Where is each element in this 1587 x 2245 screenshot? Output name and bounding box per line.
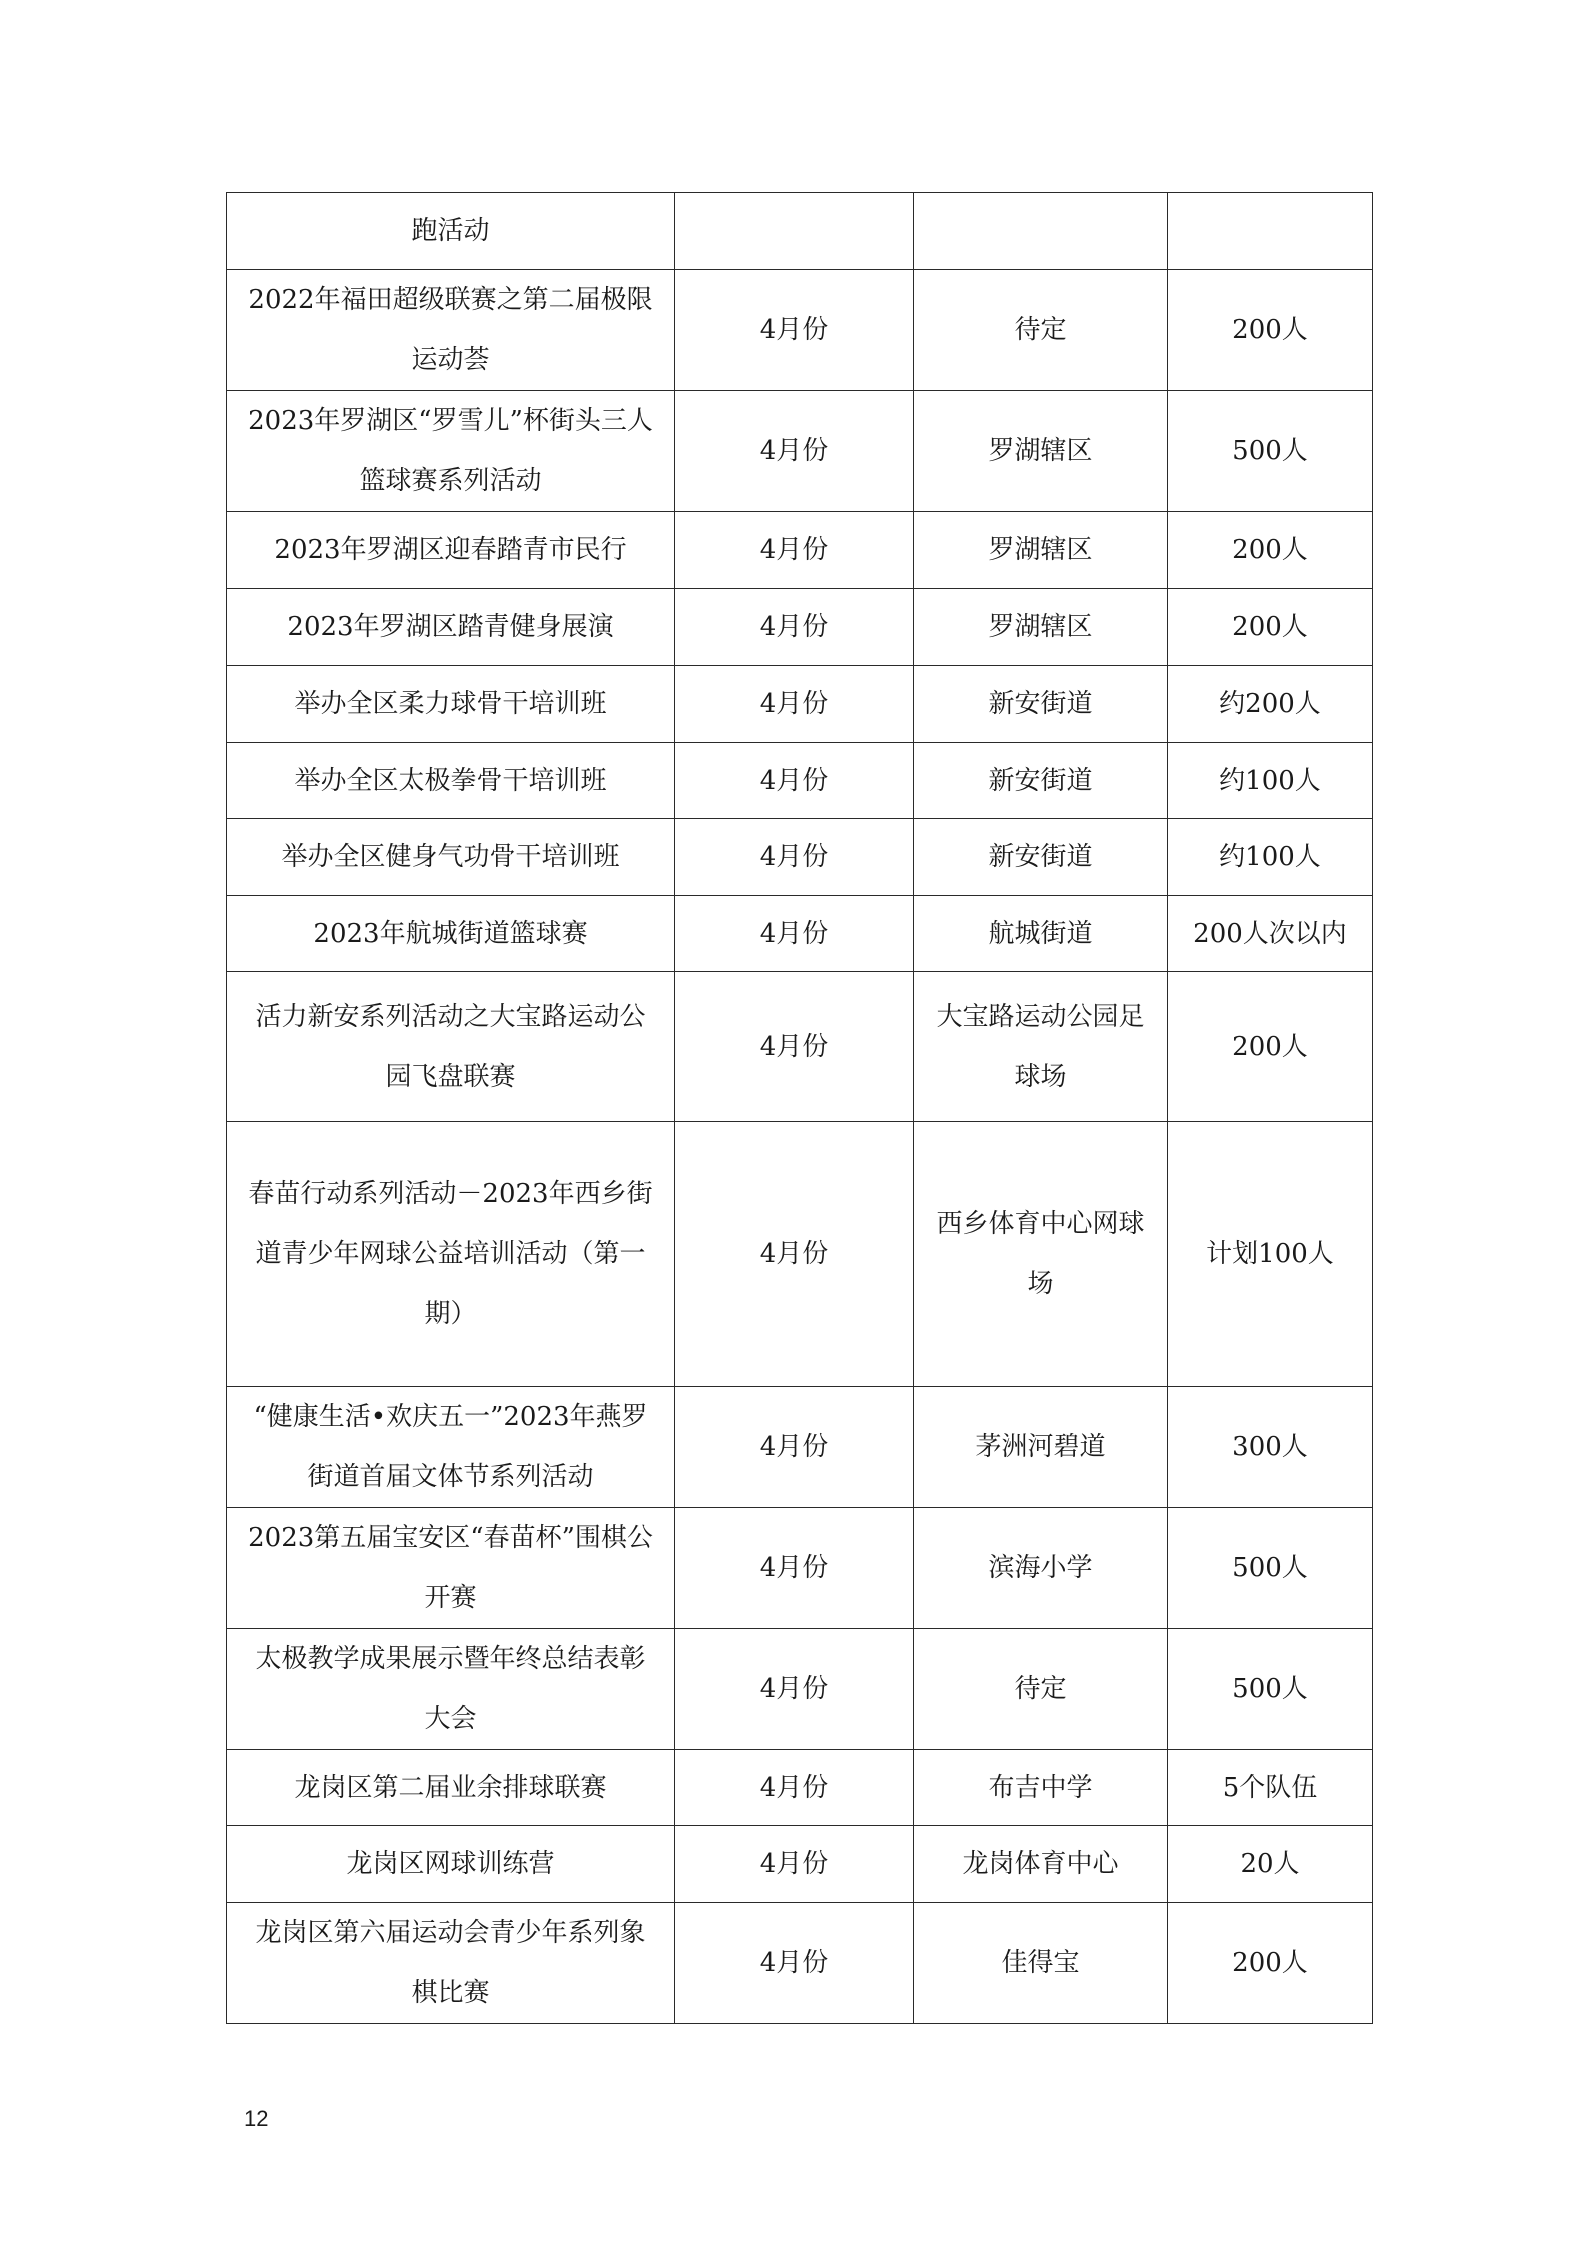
place-cell: 罗湖辖区 [914,589,1168,666]
activity-name-cell: 2022年福田超级联赛之第二届极限运动荟 [227,270,675,391]
table-row [227,743,1373,819]
activity-name-cell: 2023年罗湖区踏青健身展演 [227,589,675,666]
table-row [227,1629,1373,1750]
scale-cell: 计划100人 [1168,1122,1373,1387]
place-cell: 航城街道 [914,896,1168,972]
time-cell: 4月份 [675,1629,914,1750]
table-row [227,512,1373,589]
scale-cell: 约100人 [1168,819,1373,896]
time-cell: 4月份 [675,1122,914,1387]
table-row [227,972,1373,1122]
scale-cell: 500人 [1168,1629,1373,1750]
place-cell: 罗湖辖区 [914,391,1168,512]
time-cell: 4月份 [675,1903,914,2024]
scale-cell: 200人 [1168,512,1373,589]
activity-name-cell: 举办全区柔力球骨干培训班 [227,666,675,743]
time-cell: 4月份 [675,743,914,819]
activity-name-cell: 举办全区太极拳骨干培训班 [227,743,675,819]
scale-cell: 200人 [1168,972,1373,1122]
table-row [227,1903,1373,2024]
scale-cell: 约200人 [1168,666,1373,743]
place-cell: 新安街道 [914,666,1168,743]
scale-cell: 200人次以内 [1168,896,1373,972]
table-row [227,589,1373,666]
table-row [227,666,1373,743]
place-cell: 罗湖辖区 [914,512,1168,589]
activity-name-cell: 举办全区健身气功骨干培训班 [227,819,675,896]
time-cell: 4月份 [675,1387,914,1508]
table-row [227,819,1373,896]
table-row [227,1508,1373,1629]
place-cell: 龙岗体育中心 [914,1826,1168,1903]
table-row [227,391,1373,512]
table-row [227,896,1373,972]
place-cell: 待定 [914,1629,1168,1750]
table-row [227,270,1373,391]
time-cell: 4月份 [675,512,914,589]
place-cell: 佳得宝 [914,1903,1168,2024]
activity-name-cell: 龙岗区网球训练营 [227,1826,675,1903]
scale-cell: 5个队伍 [1168,1750,1373,1826]
time-cell [675,193,914,270]
scale-cell [1168,193,1373,270]
time-cell: 4月份 [675,819,914,896]
scale-cell: 500人 [1168,391,1373,512]
place-cell [914,193,1168,270]
scale-cell: 200人 [1168,270,1373,391]
time-cell: 4月份 [675,896,914,972]
activity-name-cell: 活力新安系列活动之大宝路运动公园飞盘联赛 [227,972,675,1122]
activity-name-cell: 龙岗区第六届运动会青少年系列象棋比赛 [227,1903,675,2024]
place-cell: 新安街道 [914,743,1168,819]
place-cell: 新安街道 [914,819,1168,896]
place-cell: 滨海小学 [914,1508,1168,1629]
page-number: 12 [244,2106,269,2131]
activity-name-cell: 春苗行动系列活动－2023年西乡街道青少年网球公益培训活动（第一期） [227,1122,675,1387]
activity-name-cell: 龙岗区第二届业余排球联赛 [227,1750,675,1826]
activity-name-cell: “健康生活•欢庆五一”2023年燕罗街道首届文体节系列活动 [227,1387,675,1508]
time-cell: 4月份 [675,666,914,743]
place-cell: 茅洲河碧道 [914,1387,1168,1508]
table-row [227,1387,1373,1508]
activity-name-cell: 2023年罗湖区迎春踏青市民行 [227,512,675,589]
scale-cell: 20人 [1168,1826,1373,1903]
scale-cell: 200人 [1168,589,1373,666]
activity-name-cell: 2023年航城街道篮球赛 [227,896,675,972]
place-cell: 大宝路运动公园足球场 [914,972,1168,1122]
time-cell: 4月份 [675,589,914,666]
activity-name-cell: 太极教学成果展示暨年终总结表彰大会 [227,1629,675,1750]
activity-name-cell: 2023第五届宝安区“春苗杯”围棋公开赛 [227,1508,675,1629]
activity-name-cell: 2023年罗湖区“罗雪儿”杯街头三人篮球赛系列活动 [227,391,675,512]
table-row [227,193,1373,270]
place-cell: 西乡体育中心网球场 [914,1122,1168,1387]
table-row [227,1122,1373,1387]
scale-cell: 300人 [1168,1387,1373,1508]
scale-cell: 约100人 [1168,743,1373,819]
time-cell: 4月份 [675,391,914,512]
scale-cell: 500人 [1168,1508,1373,1629]
activity-name-cell: 跑活动 [227,193,675,270]
time-cell: 4月份 [675,1750,914,1826]
time-cell: 4月份 [675,270,914,391]
place-cell: 待定 [914,270,1168,391]
table-row [227,1826,1373,1903]
table-row [227,1750,1373,1826]
time-cell: 4月份 [675,1826,914,1903]
place-cell: 布吉中学 [914,1750,1168,1826]
time-cell: 4月份 [675,972,914,1122]
scale-cell: 200人 [1168,1903,1373,2024]
time-cell: 4月份 [675,1508,914,1629]
activity-schedule-table [226,192,1373,2024]
